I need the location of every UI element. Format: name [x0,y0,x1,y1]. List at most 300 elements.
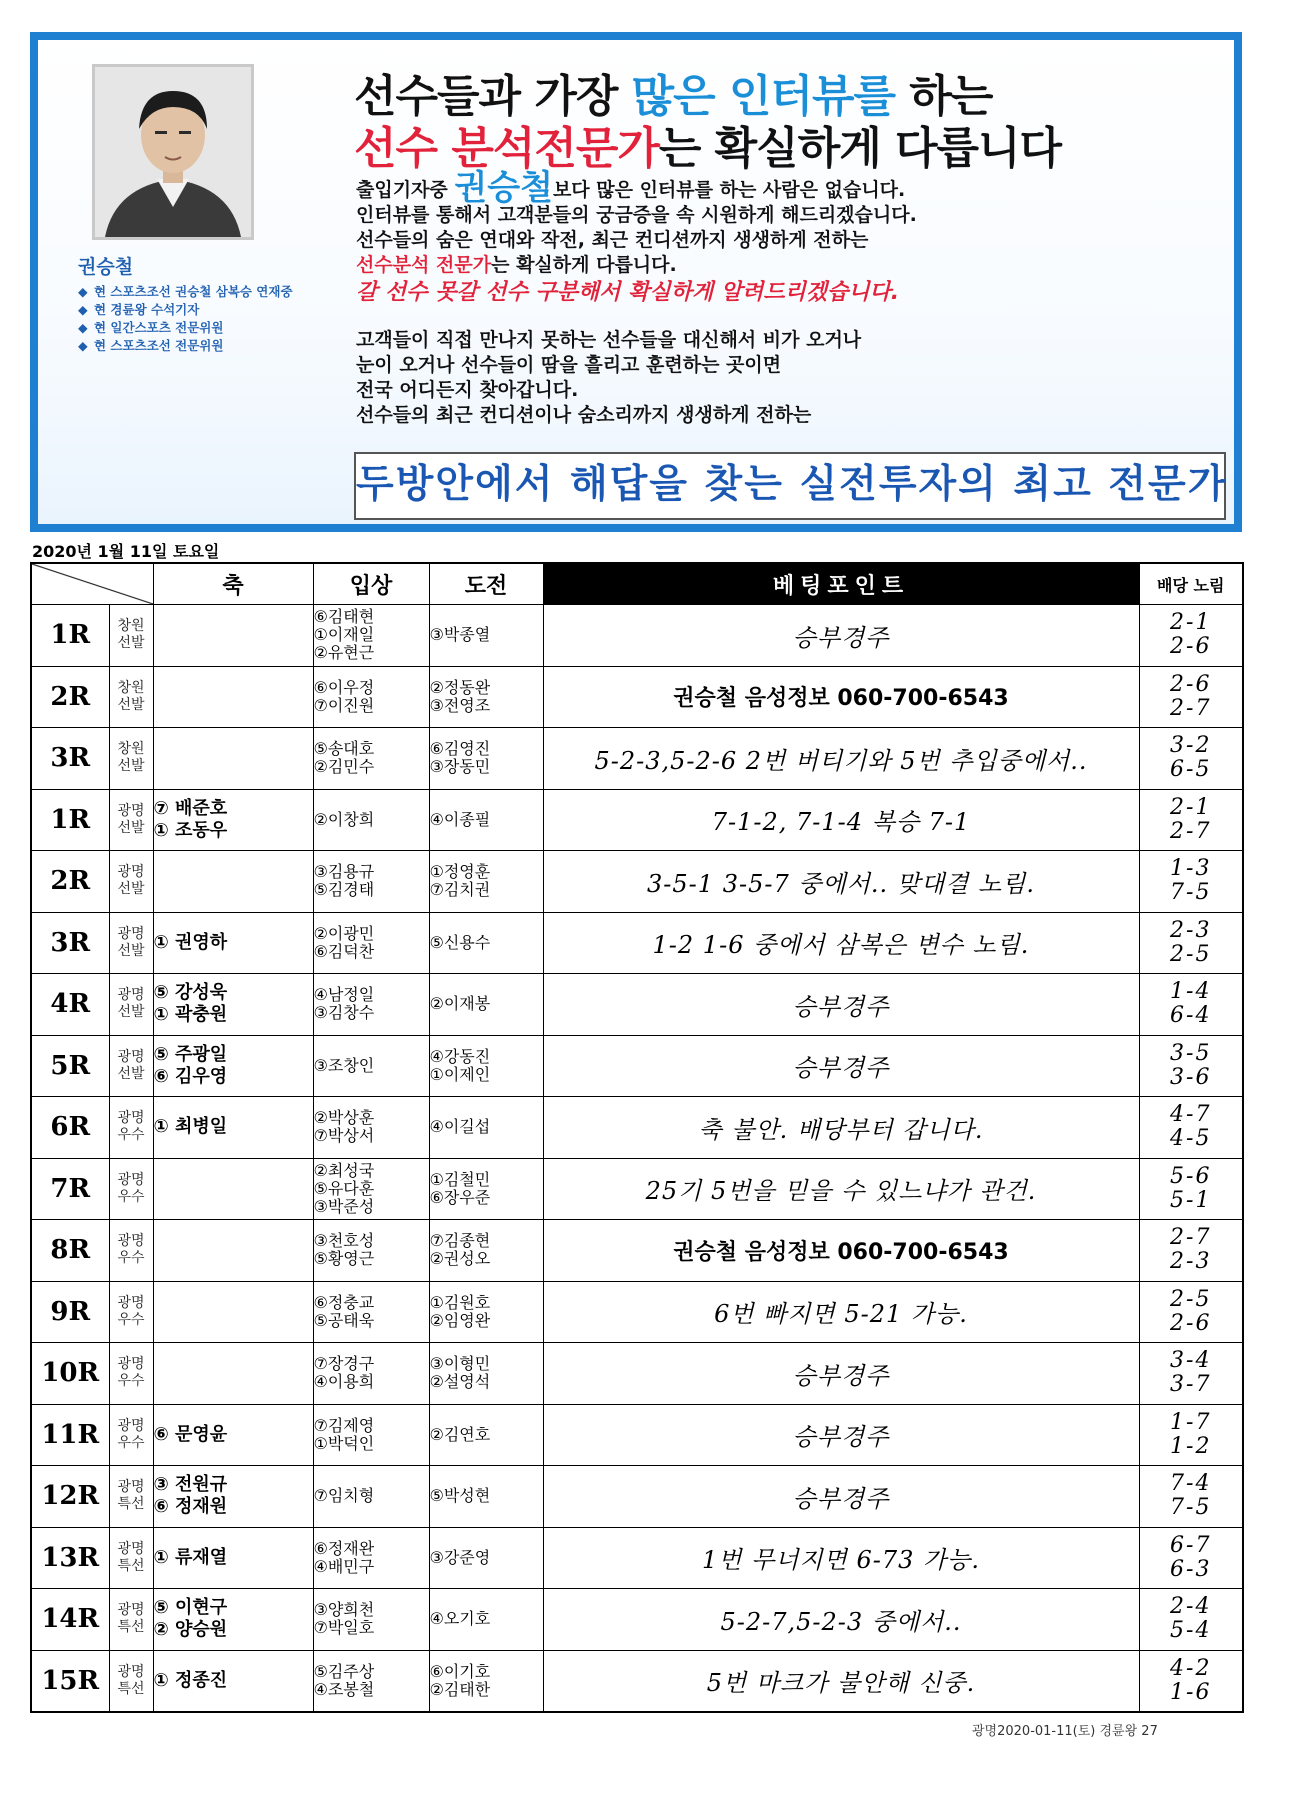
table-row [31,1158,1243,1220]
venue-name: 광명 [117,1110,145,1127]
table-row [31,1097,1243,1159]
axis-cell [153,1158,313,1220]
axis-cell-line: ① 류재열 [153,1546,228,1568]
odds-cell [1139,1589,1243,1651]
venue-name: 광명 [117,925,145,942]
axis-cell-line: ① 곽충원 [153,1004,228,1026]
race-number: 6R [31,1097,109,1159]
axis-cell [153,605,313,667]
axis-cell [153,789,313,851]
profile-item: ◆ 현 일간스포츠 전문위원 [78,320,224,335]
table-row [31,1343,1243,1405]
race-number: 5R [31,1035,109,1097]
race-rows [31,605,1243,1712]
odds-cell-line: 6-4 [1170,1003,1212,1029]
challenge-cell-line: ②정동완 [429,677,491,697]
table-row [31,974,1243,1036]
odds-cell [1139,1466,1243,1528]
venue-name: 광명 [117,987,145,1004]
venue-name: 광명 [117,1540,145,1557]
race-class: 선발 [117,942,145,959]
challenge-cell-line: ⑦김치권 [429,880,491,900]
header-challenge: 도전 [429,563,543,605]
challenge-cell-line: ③강준영 [429,1547,491,1567]
challenge-cell-line: ①정영훈 [429,862,491,882]
race-date: 2020년 1월 11일 토요일 [32,542,220,561]
table-row [31,1035,1243,1097]
challenge-cell [429,912,543,974]
header-entry: 입상 [313,563,429,605]
race-venue [109,912,153,974]
odds-cell [1139,1527,1243,1589]
betting-point: 5번 마크가 불안해 신중. [543,1650,1139,1712]
intro-line: 선수들의 숨은 연대와 작전, 최근 컨디션까지 생생하게 전하는 [356,229,869,251]
entry-cell [313,1343,429,1405]
race-number: 2R [31,666,109,728]
odds-cell-line: 2-7 [1170,818,1212,844]
entry-cell [313,1650,429,1712]
entry-cell-line: ⑦김제영 [313,1415,375,1435]
race-number: 11R [31,1404,109,1466]
race-venue [109,1589,153,1651]
axis-cell [153,666,313,728]
challenge-cell [429,666,543,728]
axis-cell [153,1220,313,1282]
venue-name: 광명 [117,1663,145,1680]
odds-cell [1139,851,1243,913]
betting-point: 승부경주 [543,1466,1139,1528]
challenge-cell [429,1527,543,1589]
challenge-cell-line: ⑦김종현 [429,1231,491,1251]
entry-cell-line: ③김용규 [313,862,375,882]
entry-cell [313,851,429,913]
race-class: 우수 [117,1188,145,1205]
venue-name: 광명 [117,1048,145,1065]
challenge-cell [429,1589,543,1651]
race-class: 선발 [117,1004,145,1021]
odds-cell-line: 1-7 [1170,1409,1212,1435]
table-row [31,1466,1243,1528]
challenge-cell-line: ④오기호 [429,1609,491,1629]
challenge-cell [429,851,543,913]
diamond-bullet-icon: ◆ [78,338,88,353]
race-venue [109,1281,153,1343]
betting-point: 권승철 음성정보 060-700-6543 [543,666,1139,728]
odds-cell-line: 6-7 [1170,1532,1212,1558]
entry-cell-line: ②김민수 [313,757,375,777]
entry-cell-line: ⑦박일호 [313,1618,375,1638]
venue-name: 광명 [117,1479,145,1496]
challenge-cell-line: ③장동민 [429,757,491,777]
odds-cell [1139,1220,1243,1282]
odds-cell-line: 4-2 [1170,1655,1212,1681]
race-number: 4R [31,974,109,1036]
axis-cell [153,1404,313,1466]
race-venue [109,728,153,790]
betting-point: 권승철 음성정보 060-700-6543 [543,1220,1139,1282]
challenge-cell [429,1466,543,1528]
challenge-cell-line: ③이형민 [429,1354,491,1374]
race-class: 특선 [117,1619,145,1636]
odds-cell-line: 2-4 [1170,1594,1212,1620]
race-class: 선발 [117,819,145,836]
entry-cell [313,1281,429,1343]
race-class: 우수 [117,1127,145,1144]
entry-cell [313,1158,429,1220]
intro-line: 인터뷰를 통해서 고객분들의 궁금증을 속 시원하게 해드리겠습니다. [356,204,917,226]
race-venue [109,605,153,667]
betting-point: 승부경주 [543,1404,1139,1466]
race-class: 우수 [117,1311,145,1328]
entry-cell-line: ⑦장경구 [313,1354,375,1374]
odds-cell-line: 2-7 [1170,1225,1212,1251]
race-class: 특선 [117,1680,145,1697]
header-corner [31,563,153,605]
odds-cell [1139,1035,1243,1097]
race-class: 선발 [117,758,145,775]
entry-cell-line: ⑤공태욱 [313,1310,375,1330]
betting-point: 25기 5번을 믿을 수 있느냐가 관건. [543,1158,1139,1220]
challenge-cell [429,605,543,667]
axis-cell-line: ⑦ 배준호 [153,797,228,819]
entry-cell-line: ①박덕인 [313,1433,375,1453]
challenge-cell-line: ⑤신용수 [429,932,491,952]
entry-cell-line: ④남정일 [313,985,375,1005]
headline-line-1: 선수들과 가장 많은 인터뷰를 하는 [354,71,993,122]
odds-cell-line: 1-2 [1170,1433,1212,1459]
race-number: 8R [31,1220,109,1282]
odds-cell-line: 3-2 [1170,733,1212,759]
table-row [31,1650,1243,1712]
intro-line: 선수들의 최근 컨디션이나 숨소리까지 생생하게 전하는 [356,404,812,426]
race-class: 선발 [117,1065,145,1082]
betting-point: 1번 무너지면 6-73 가능. [543,1527,1139,1589]
intro-emphasis: 갈 선수 못갈 선수 구분해서 확실하게 알려드리겠습니다. [356,280,900,305]
axis-cell [153,851,313,913]
betting-point: 7-1-2, 7-1-4 복승 7-1 [543,789,1139,851]
axis-cell [153,1281,313,1343]
odds-cell-line: 2-5 [1170,1286,1212,1312]
entry-cell [313,1220,429,1282]
odds-cell-line: 2-5 [1170,941,1212,967]
intro-line: 출입기자중 권승철보다 많은 인터뷰를 하는 사람은 없습니다. [356,168,906,208]
entry-cell-line: ⑦박상서 [313,1126,375,1146]
race-number: 12R [31,1466,109,1528]
odds-cell-line: 3-7 [1170,1372,1212,1398]
entry-cell [313,605,429,667]
challenge-cell-line: ②설영석 [429,1372,491,1392]
entry-cell-line: ⑤황영근 [313,1249,375,1269]
race-number: 3R [31,912,109,974]
entry-cell-line: ⑤송대호 [313,739,375,759]
challenge-cell-line: ⑥장우준 [429,1187,491,1207]
odds-cell-line: 7-5 [1170,1495,1212,1521]
challenge-cell-line: ④이길섭 [429,1117,491,1137]
odds-cell [1139,789,1243,851]
betting-point: 승부경주 [543,1035,1139,1097]
entry-cell-line: ③천호성 [313,1231,375,1251]
challenge-cell [429,1281,543,1343]
challenge-cell-line: ②임영완 [429,1310,491,1330]
race-venue [109,1158,153,1220]
venue-name: 광명 [117,1356,145,1373]
odds-cell [1139,912,1243,974]
challenge-cell [429,1343,543,1405]
entry-cell-line: ⑦임치형 [313,1486,375,1506]
odds-cell [1139,974,1243,1036]
odds-cell [1139,1650,1243,1712]
entry-cell-line: ③박준성 [313,1196,375,1216]
venue-name: 광명 [117,1233,145,1250]
odds-cell [1139,1281,1243,1343]
axis-cell-line: ③ 전원규 [153,1474,228,1496]
race-class: 우수 [117,1250,145,1267]
odds-cell [1139,666,1243,728]
odds-cell-line: 1-6 [1170,1679,1212,1705]
entry-cell-line: ⑤김경태 [313,880,375,900]
odds-cell-line: 2-7 [1170,695,1212,721]
betting-point: 6번 빠지면 5-21 가능. [543,1281,1139,1343]
entry-cell [313,1035,429,1097]
betting-point: 승부경주 [543,974,1139,1036]
betting-point: 5-2-3,5-2-6 2번 버티기와 5번 추입중에서.. [543,728,1139,790]
odds-cell-line: 2-3 [1170,917,1212,943]
table-row [31,1281,1243,1343]
page-footer: 광명2020-01-11(토) 경륜왕 27 [972,1724,1158,1739]
axis-cell-line: ② 양승원 [153,1619,228,1641]
betting-point: 축 불안. 배당부터 갑니다. [543,1097,1139,1159]
challenge-cell-line: ②이재봉 [429,994,491,1014]
odds-cell [1139,1343,1243,1405]
challenge-cell-line: ②김연호 [429,1424,491,1444]
table-header-row [31,563,1243,605]
race-number: 13R [31,1527,109,1589]
profile-name: 권승철 [78,256,134,278]
race-venue [109,1097,153,1159]
challenge-cell-line: ②김태한 [429,1679,491,1699]
race-number: 14R [31,1589,109,1651]
odds-cell-line: 2-6 [1170,671,1212,697]
axis-cell [153,974,313,1036]
entry-cell [313,1589,429,1651]
intro-line: 눈이 오거나 선수들이 땀을 흘리고 훈련하는 곳이면 [356,354,782,376]
race-venue [109,1220,153,1282]
intro-line: 선수분석 전문가는 확실하게 다릅니다. [356,254,677,276]
race-number: 3R [31,728,109,790]
table-row [31,1589,1243,1651]
challenge-cell-line: ⑥김영진 [429,739,491,759]
odds-cell-line: 7-5 [1170,880,1212,906]
race-class: 선발 [117,696,145,713]
challenge-cell [429,974,543,1036]
axis-cell-line: ⑥ 정재원 [153,1496,228,1518]
entry-cell [313,728,429,790]
axis-cell-line: ① 조동우 [153,819,228,841]
axis-cell [153,1527,313,1589]
challenge-cell [429,1404,543,1466]
entry-cell [313,1466,429,1528]
entry-cell-line: ⑥정재완 [313,1538,375,1558]
race-venue [109,789,153,851]
entry-cell-line: ⑤김주상 [313,1661,375,1681]
challenge-cell-line: ③박종열 [429,625,491,645]
entry-cell-line: ④배민구 [313,1556,375,1576]
entry-cell-line: ⑥김덕찬 [313,941,375,961]
tagline: 두방안에서 해답을 찾는 실전투자의 최고 전문가 [354,452,1226,520]
challenge-cell [429,728,543,790]
odds-cell [1139,728,1243,790]
race-venue [109,1466,153,1528]
promo-banner [30,32,1242,532]
race-table [30,562,1244,1713]
entry-cell-line: ②유현근 [313,643,375,663]
odds-cell-line: 3-5 [1170,1040,1212,1066]
header-axis: 축 [153,563,313,605]
entry-cell-line: ⑦이진원 [313,695,375,715]
venue-name: 광명 [117,802,145,819]
odds-cell-line: 2-6 [1170,1310,1212,1336]
axis-cell [153,1035,313,1097]
betting-point: 승부경주 [543,1343,1139,1405]
challenge-cell [429,1650,543,1712]
profile-item: ◆ 현 스포츠조선 권승철 삼복승 연재중 [78,284,293,299]
race-class: 특선 [117,1557,145,1574]
venue-name: 광명 [117,1417,145,1434]
entry-cell [313,912,429,974]
axis-cell [153,1650,313,1712]
challenge-cell [429,1097,543,1159]
odds-cell-line: 2-3 [1170,1249,1212,1275]
entry-cell-line: ⑤유다훈 [313,1178,375,1198]
intro-text-2 [356,328,1216,428]
race-class: 우수 [117,1434,145,1451]
axis-cell-line: ⑤ 주광일 [153,1043,228,1065]
axis-cell [153,728,313,790]
challenge-cell-line: ③전영조 [429,695,491,715]
axis-cell-line: ⑥ 김우영 [153,1065,228,1087]
diamond-bullet-icon: ◆ [78,320,88,335]
betting-point: 1-2 1-6 중에서 삼복은 변수 노림. [543,912,1139,974]
odds-cell-line: 4-7 [1170,1102,1212,1128]
challenge-cell-line: ①이제인 [429,1064,491,1084]
venue-name: 창원 [117,741,145,758]
race-class: 선발 [117,635,145,652]
odds-cell-line: 3-4 [1170,1348,1212,1374]
entry-cell-line: ③조창인 [313,1055,375,1075]
race-venue [109,1035,153,1097]
venue-name: 창원 [117,618,145,635]
entry-cell [313,974,429,1036]
axis-cell-line: ⑤ 이현구 [153,1597,228,1619]
axis-cell-line: ① 최병일 [153,1116,228,1138]
axis-cell [153,1343,313,1405]
venue-name: 광명 [117,1602,145,1619]
challenge-cell-line: ⑥이기호 [429,1661,491,1681]
table-row [31,1404,1243,1466]
race-venue [109,1650,153,1712]
axis-cell [153,1589,313,1651]
race-class: 우수 [117,1373,145,1390]
race-venue [109,1404,153,1466]
race-number: 9R [31,1281,109,1343]
table-row [31,1220,1243,1282]
entry-cell-line: ①이재일 [313,625,375,645]
challenge-cell [429,1220,543,1282]
odds-cell [1139,1158,1243,1220]
table-row [31,1527,1243,1589]
race-venue [109,974,153,1036]
odds-cell-line: 2-6 [1170,634,1212,660]
race-number: 15R [31,1650,109,1712]
profile-item: ◆ 현 스포츠조선 전문위원 [78,338,224,353]
race-venue [109,666,153,728]
table-row [31,912,1243,974]
challenge-cell-line: ①김철민 [429,1169,491,1189]
odds-cell-line: 1-4 [1170,979,1212,1005]
race-number: 1R [31,605,109,667]
odds-cell-line: 6-3 [1170,1556,1212,1582]
profile-item: ◆ 현 경륜왕 수석기자 [78,302,200,317]
odds-cell-line: 6-5 [1170,757,1212,783]
odds-cell-line: 5-6 [1170,1163,1212,1189]
odds-cell [1139,1097,1243,1159]
axis-cell-line: ① 정종진 [153,1669,228,1691]
person-portrait-icon [95,67,251,237]
challenge-cell-line: ②권성오 [429,1249,491,1269]
race-number: 1R [31,789,109,851]
axis-cell-line: ⑤ 강성욱 [153,982,228,1004]
entry-cell [313,666,429,728]
race-venue [109,851,153,913]
race-class: 선발 [117,881,145,898]
table-row [31,851,1243,913]
race-number: 10R [31,1343,109,1405]
entry-cell-line: ④이용희 [313,1372,375,1392]
axis-cell [153,912,313,974]
odds-cell-line: 5-1 [1170,1187,1212,1213]
entry-cell-line: ②이창희 [313,809,375,829]
entry-cell-line: ③김창수 [313,1003,375,1023]
table-row [31,789,1243,851]
race-venue [109,1527,153,1589]
odds-cell-line: 3-6 [1170,1064,1212,1090]
challenge-cell-line: ④이종필 [429,809,491,829]
odds-cell-line: 2-1 [1170,794,1212,820]
challenge-cell-line: ④강동진 [429,1046,491,1066]
diamond-bullet-icon: ◆ [78,302,88,317]
race-number: 2R [31,851,109,913]
entry-cell-line: ②박상훈 [313,1108,375,1128]
odds-cell-line: 7-4 [1170,1471,1212,1497]
axis-cell-line: ① 권영하 [153,931,228,953]
race-venue [109,1343,153,1405]
entry-cell-line: ⑥정충교 [313,1292,375,1312]
intro-line: 고객들이 직접 만나지 못하는 선수들을 대신해서 비가 오거나 [356,329,862,351]
entry-cell [313,1527,429,1589]
betting-point: 3-5-1 3-5-7 중에서.. 맞대결 노림. [543,851,1139,913]
odds-cell [1139,1404,1243,1466]
table-row [31,605,1243,667]
entry-cell [313,1097,429,1159]
intro-line: 전국 어디든지 찾아갑니다. [356,379,579,401]
header-bet: 베팅포인트 [543,563,1139,605]
headline-line-2: 선수 분석전문가는 확실하게 다릅니다 [354,123,1062,174]
table-row [31,666,1243,728]
challenge-cell [429,789,543,851]
challenge-cell [429,1035,543,1097]
race-number: 7R [31,1158,109,1220]
entry-cell-line: ②최성국 [313,1160,375,1180]
